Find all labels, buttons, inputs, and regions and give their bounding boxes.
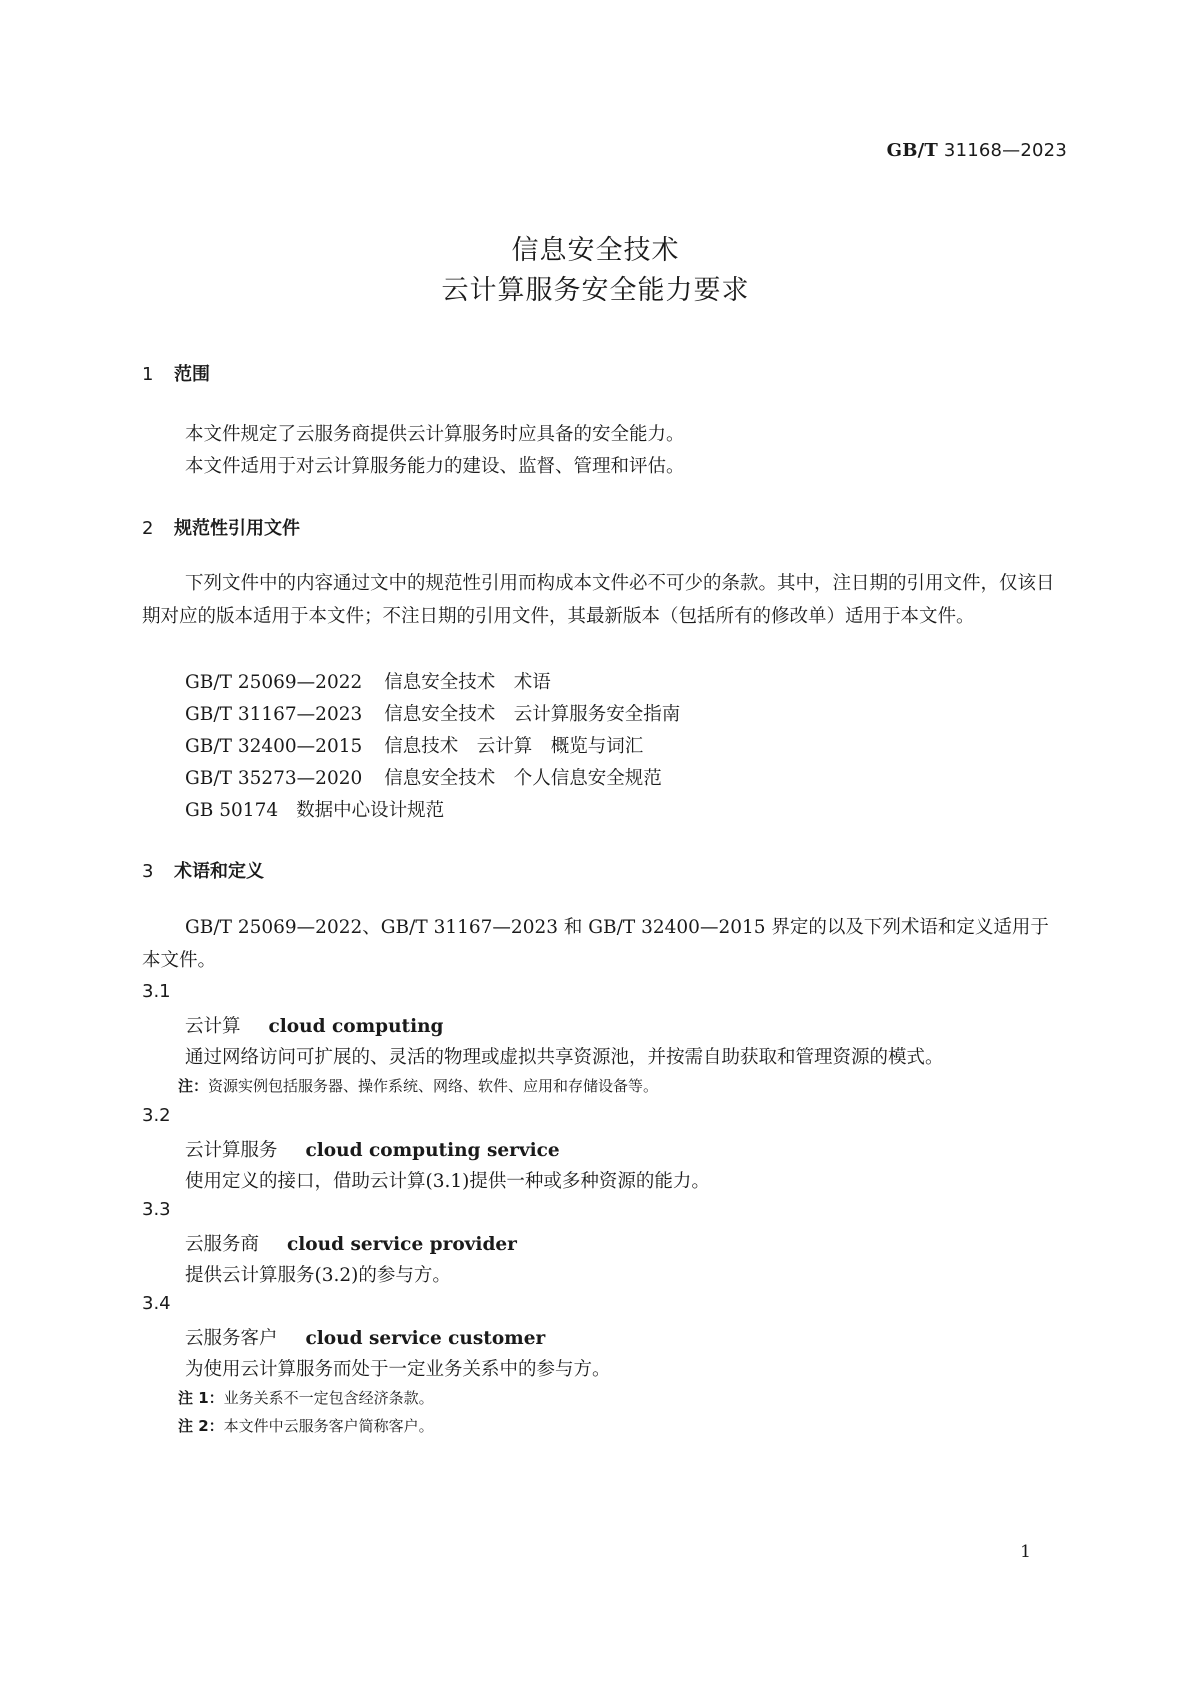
reference-item: GB 50174 数据中心设计规范 [185,800,445,821]
paragraph: 下列文件中的内容通过文中的规范性引用而构成本文件必不可少的条款。其中，注日期的引用文件，仅该日期对应的版本适用于本文件；不注日期的引用文件，其最新版本（包括所有的修改单）适用于本文件。 [142,573,1055,627]
reference-item: GB/T 25069—2022 信息安全技术 术语 [185,672,551,693]
paragraph: 本文件规定了云服务商提供云计算服务时应具备的安全能力。 [185,424,685,445]
section-heading-scope: 1 范围 [142,364,210,385]
term-definition: 提供云计算服务(3.2)的参与方。 [185,1265,451,1286]
section-heading-terms-and-definitions: 3 术语和定义 [142,861,264,882]
term-name: 云服务客户 cloud service customer [185,1328,546,1349]
document-title-line2: 云计算服务安全能力要求 [441,275,750,306]
term-definition: 使用定义的接口，借助云计算(3.1)提供一种或多种资源的能力。 [185,1171,710,1192]
term-number: 3.3 [142,1199,171,1220]
term-number: 3.1 [142,981,171,1002]
term-definition: 通过网络访问可扩展的、灵活的物理或虚拟共享资源池，并按需自助获取和管理资源的模式。 [185,1047,944,1068]
term-note: 注：资源实例包括服务器、操作系统、网络、软件、应用和存储设备等。 [178,1077,659,1095]
reference-item: GB/T 31167—2023 信息安全技术 云计算服务安全指南 [185,704,681,725]
paragraph: 本文件适用于对云计算服务能力的建设、监督、管理和评估。 [185,456,685,477]
standard-code: GB/T 31168—2023 [886,140,1067,161]
term-note: 注 1：业务关系不一定包含经济条款。 [178,1389,434,1407]
term-number: 3.2 [142,1105,171,1126]
reference-item: GB/T 32400—2015 信息技术 云计算 概览与词汇 [185,736,644,757]
reference-item: GB/T 35273—2020 信息安全技术 个人信息安全规范 [185,768,662,789]
term-number: 3.4 [142,1293,171,1314]
term-definition: 为使用云计算服务而处于一定业务关系中的参与方。 [185,1359,611,1380]
term-name: 云服务商 cloud service provider [185,1234,517,1255]
paragraph: GB/T 25069—2022、GB/T 31167—2023 和 GB/T 32400—2015 界定的以及下列术语和定义适用于本文件。 [142,917,1049,971]
document-title-line1: 信息安全技术 [511,235,680,266]
term-note: 注 2：本文件中云服务客户简称客户。 [178,1417,434,1435]
term-name: 云计算服务 cloud computing service [185,1140,560,1161]
page-number: 1 [1020,1542,1031,1562]
term-name: 云计算 cloud computing [185,1016,444,1037]
section-heading-normative-references: 2 规范性引用文件 [142,518,300,539]
